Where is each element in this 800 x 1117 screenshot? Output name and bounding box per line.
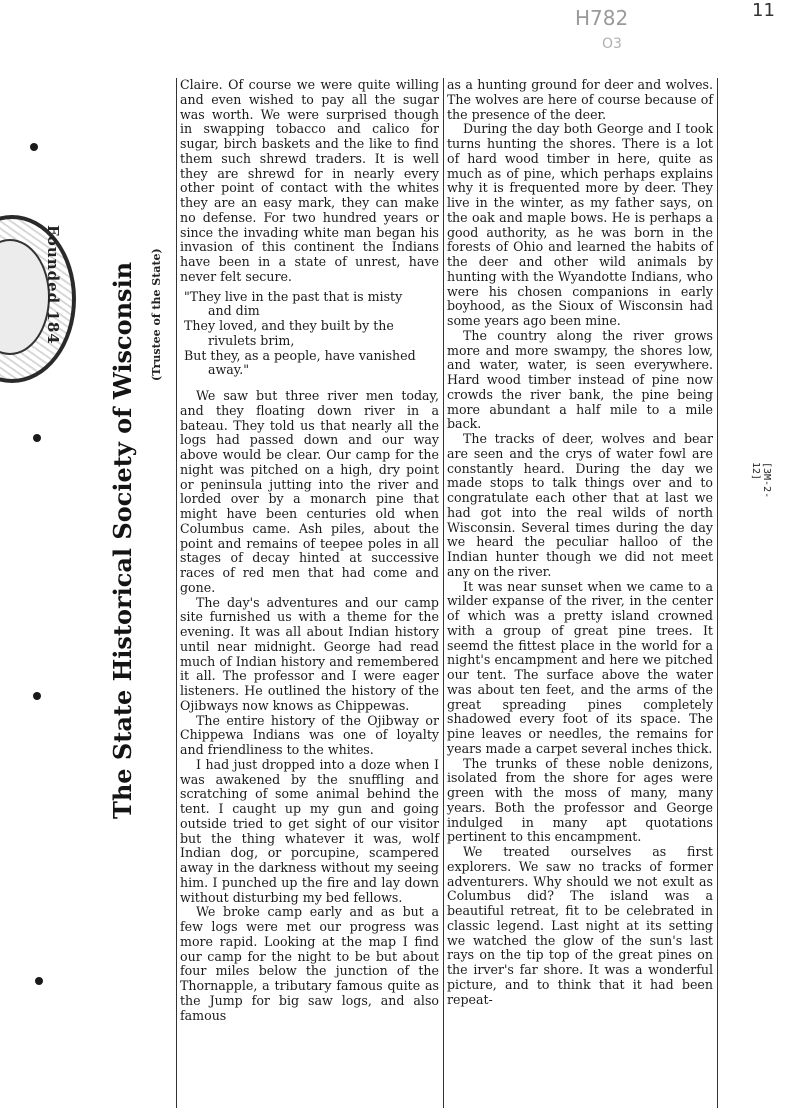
seal-text: Founded 184 [44,225,62,345]
paragraph: We broke camp early and as but a few logs were met our progress was more rapid. Looking at the map I find our camp for the night to be but about four miles below the junction of the Thornapple, a tributary famous quite as the Jump for big saw logs, and also famous [180,904,439,1023]
column-right-rule [717,78,718,1108]
handwritten-note: O3 [602,36,622,52]
article-column-right [447,78,713,1007]
punch-hole-4 [35,977,43,985]
paragraph: We treated ourselves as first explorers. We saw no tracks of former adventurers. Why should we not exult as Columbus did? The island was a beautiful retreat, fit to be celebrated in classic legend. Last night at its setting we watched the glow of the sun's last rays on the tip top of the great pines on the irver's far shore. It was a wonderful picture, and to think that it had been repeat- [447,844,713,1007]
article-column-left [180,78,439,1023]
corner-mark: 11 [752,0,775,21]
punch-hole-1 [30,143,38,151]
society-subtitle: (Trustee of the State) [150,248,163,382]
poem-line: and dim [208,303,260,319]
paragraph: It was near sunset when we came to a wilder expanse of the river, in the center of which was a pretty island crowned with a group of great pine trees. It seemd the fittest place in the world for a night's encampment and here we pitched our tent. The surface above the water was about ten feet, and the arms of the great spreading pines completely shadowed every foot of its space. The pine leaves or needles, the remains for years made a carpet several inches thick. [447,578,713,756]
poem-line: rivulets brim, [208,332,295,348]
punch-hole-2 [33,434,41,442]
poem-line: They loved, and they built by the [184,318,394,333]
poem-quotation [180,290,439,379]
paragraph: During the day both George and I took turns hunting the shores. There is a lot of hard wood timber in here, quite as much as of pine, which perhaps explains why it is frequented more by deer. They live in the winter, as my father says, on the oak and maple bows. He is perhaps a good authority, as he was born in the forests of Ohio and learned the habits of the deer and other wild animals by hunting with the Wyandotte Indians, who were his chosen companions in early boyhood, as the Sioux of Wisconsin had some years ago been mine. [447,121,713,328]
paragraph: The trunks of these noble denizons, isolated from the shore for ages were green with the moss of many, many years. Both the professor and George indulged in many apt quotations pertinent to this encampment. [447,755,713,845]
paragraph: as a hunting ground for deer and wolves. The wolves are here of course because of the presence of the deer. [447,77,713,122]
paragraph: The entire history of the Ojibway or Chippewa Indians was one of loyalty and friendliness to the whites. [180,712,439,757]
paragraph: Claire. Of course we were quite willing and even wished to pay all the sugar was worth. We were surprised though in swapping tobacco and calico for sugar, birch baskets and the like to find them such shrewd traders. It is well they are shrewd for in nearly every other point of contact with the whites they are an easy mark, they can make no defense. For two hundred years or since the invading white man began his invasion of this continent the Indians have been in a state of unrest, have never felt secure. [180,77,439,284]
paragraph: We saw but three river men today, and they floating down river in a bateau. They told us that nearly all the logs had passed down and our way above would be clear. Our camp for the night was pitched on a high, dry point or peninsula jutting into the river and lorded over by a monarch pine that might have been centuries old when Columbus came. Ash piles, about the point and remains of teepee poles in all stages of decay hinted at successive races of red men that had come and gone. [180,388,439,595]
poem-line: "They live in the past that is misty [184,288,403,304]
punch-hole-3 [33,692,41,700]
paragraph: The tracks of deer, wolves and bear are seen and the crys of water fowl are constantly heard. During the day we made stops to talk things over and to congratulate each other that at last we had got into the real wilds of north Wisconsin. Several times during the day we heard the peculiar halloo of the Indian hunter though we did not meet any on the river. [447,431,713,579]
poem-line: away." [208,362,250,378]
column-divider [443,78,444,1108]
society-title: The State Historical Society of Wisconsin [108,261,137,819]
poem-line: But they, as a people, have vanished [184,347,416,363]
paragraph: The country along the river grows more and more swampy, the shores low, and water, water, is seen everywhere. Hard wood timber instead of pine now crowds the river bank, the pine being more abundant a half mile to a mile back. [447,327,713,432]
paragraph: The day's adventures and our camp site furnished us with a theme for the evening. It was all about Indian history until near midnight. George had read much of Indian history and remembered it all. The professor and I were eager listeners. He outlined the history of the Ojibways now knows as Chippewas. [180,594,439,713]
society-seal [0,215,76,383]
column-left-rule [176,78,177,1108]
paragraph: I had just dropped into a doze when I was awakened by the snuffling and scratching of some animal behind the tent. I caught up my gun and going outside tried to get sight of our visitor but the thing whatever it was, wolf Indian dog, or porcupine, scampered away in the darkness without my seeing him. I punched up the fire and lay down without disturbing my bed fellows. [180,756,439,905]
handwritten-catalog-number: H782 [575,6,629,30]
side-stamp: [3M-2-12] [750,462,772,499]
